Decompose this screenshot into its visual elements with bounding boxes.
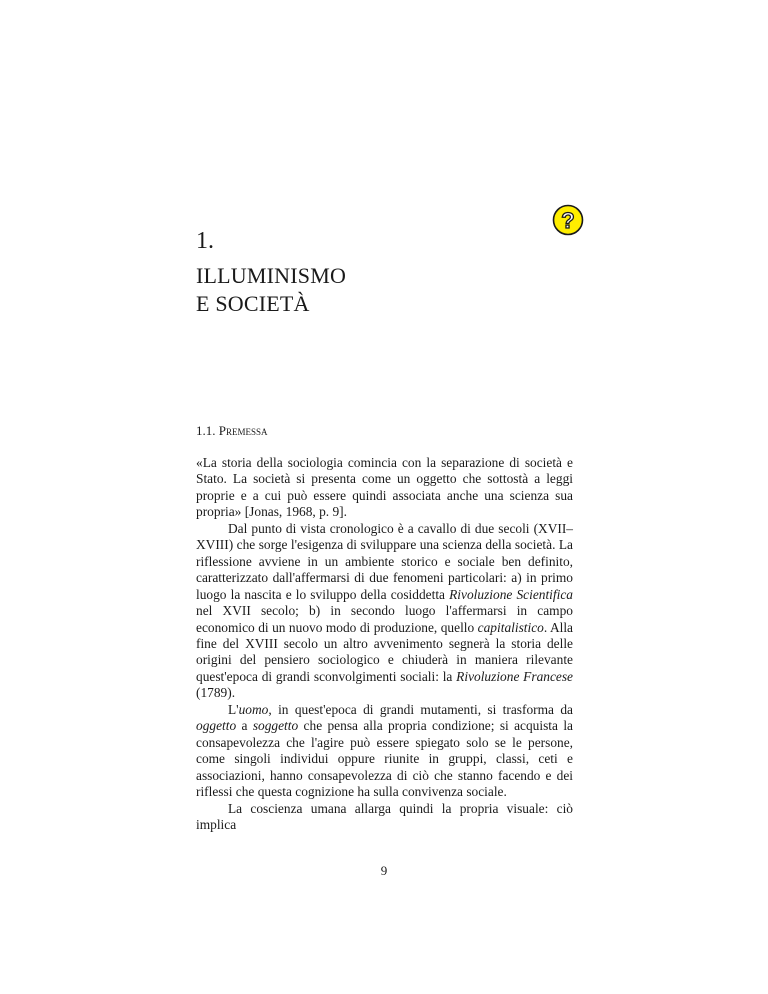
body-text <box>196 455 573 833</box>
paragraph-2-text-b: nel XVII secolo; b) in secondo luogo l'affermarsi in campo economico di un nuovo modo di produzione, quello <box>196 603 573 635</box>
section-number: 1.1. <box>196 423 216 438</box>
paragraph-3-text-a: L' <box>228 701 239 717</box>
section-title: Premessa <box>218 423 268 438</box>
paragraph-3-text-b: , in quest'epoca di grandi mutamenti, si trasforma da <box>268 701 573 717</box>
paragraph-1: «La storia della sociologia comincia con la separazione di società e Stato. La società si presenta come un oggetto che sottostà a leggi proprie e a cui può essere quindi associata anche una scienza sua propria» [Jonas, 1968, p. 9]. <box>196 455 573 520</box>
paragraph-2-text-a: Dal punto di vista cronologico è a cavallo di due secoli (XVII–XVIII) che sorge l'esigenza di sviluppare una scienza della società. La riflessione avviene in un ambiente storico e sociale ben definito, caratterizzato dall'affermarsi di due fenomeni particolari: a) in primo luogo la nascita e lo sviluppo della cosiddetta <box>196 520 573 602</box>
paragraph-4: La coscienza umana allarga quindi la propria visuale: ciò implica <box>196 800 573 832</box>
paragraph-3-emphasis-2: oggetto <box>196 718 237 734</box>
paragraph-3-text-c: a <box>236 718 253 734</box>
help-icon[interactable] <box>551 203 585 237</box>
help-icon-glyph: ? <box>561 208 575 233</box>
section-heading <box>196 423 268 439</box>
paragraph-2-text-c: . Alla fine del XVIII secolo un altro avvenimento segnerà la storia delle origini del pensiero sociologico e chiuderà in maniera rilevante quest'epoca di grandi sconvolgimenti sociali: la <box>196 619 573 684</box>
paragraph-2 <box>196 521 573 702</box>
paragraph-2-emphasis-2: capitalistico <box>477 619 544 635</box>
paragraph-3-emphasis-1: uomo <box>238 701 269 717</box>
chapter-title-line-1: ILLUMINISMO <box>196 263 347 288</box>
paragraph-2-emphasis-1: Rivoluzione Scientifica <box>449 586 573 602</box>
paragraph-2-emphasis-3: Rivoluzione Francese <box>456 668 574 684</box>
chapter-title-line-2: E SOCIETÀ <box>196 291 310 316</box>
chapter-title <box>196 262 346 318</box>
paragraph-3-text-d: che pensa alla propria condizione; si acquista la consapevolezza che l'agire può essere spiegato solo se le persone, come singoli individui oppure riunite in gruppi, classi, ceti e associazioni, hanno consapevolezza di ciò che stanno facendo e dei riflessi che questa cognizione ha sulla convivenza sociale. <box>196 718 573 800</box>
paragraph-3-emphasis-3: soggetto <box>252 718 299 734</box>
paragraph-3 <box>196 702 573 801</box>
paragraph-2-text-d: (1789). <box>196 685 236 701</box>
page-number: 9 <box>380 863 388 878</box>
chapter-number: 1. <box>196 228 214 254</box>
